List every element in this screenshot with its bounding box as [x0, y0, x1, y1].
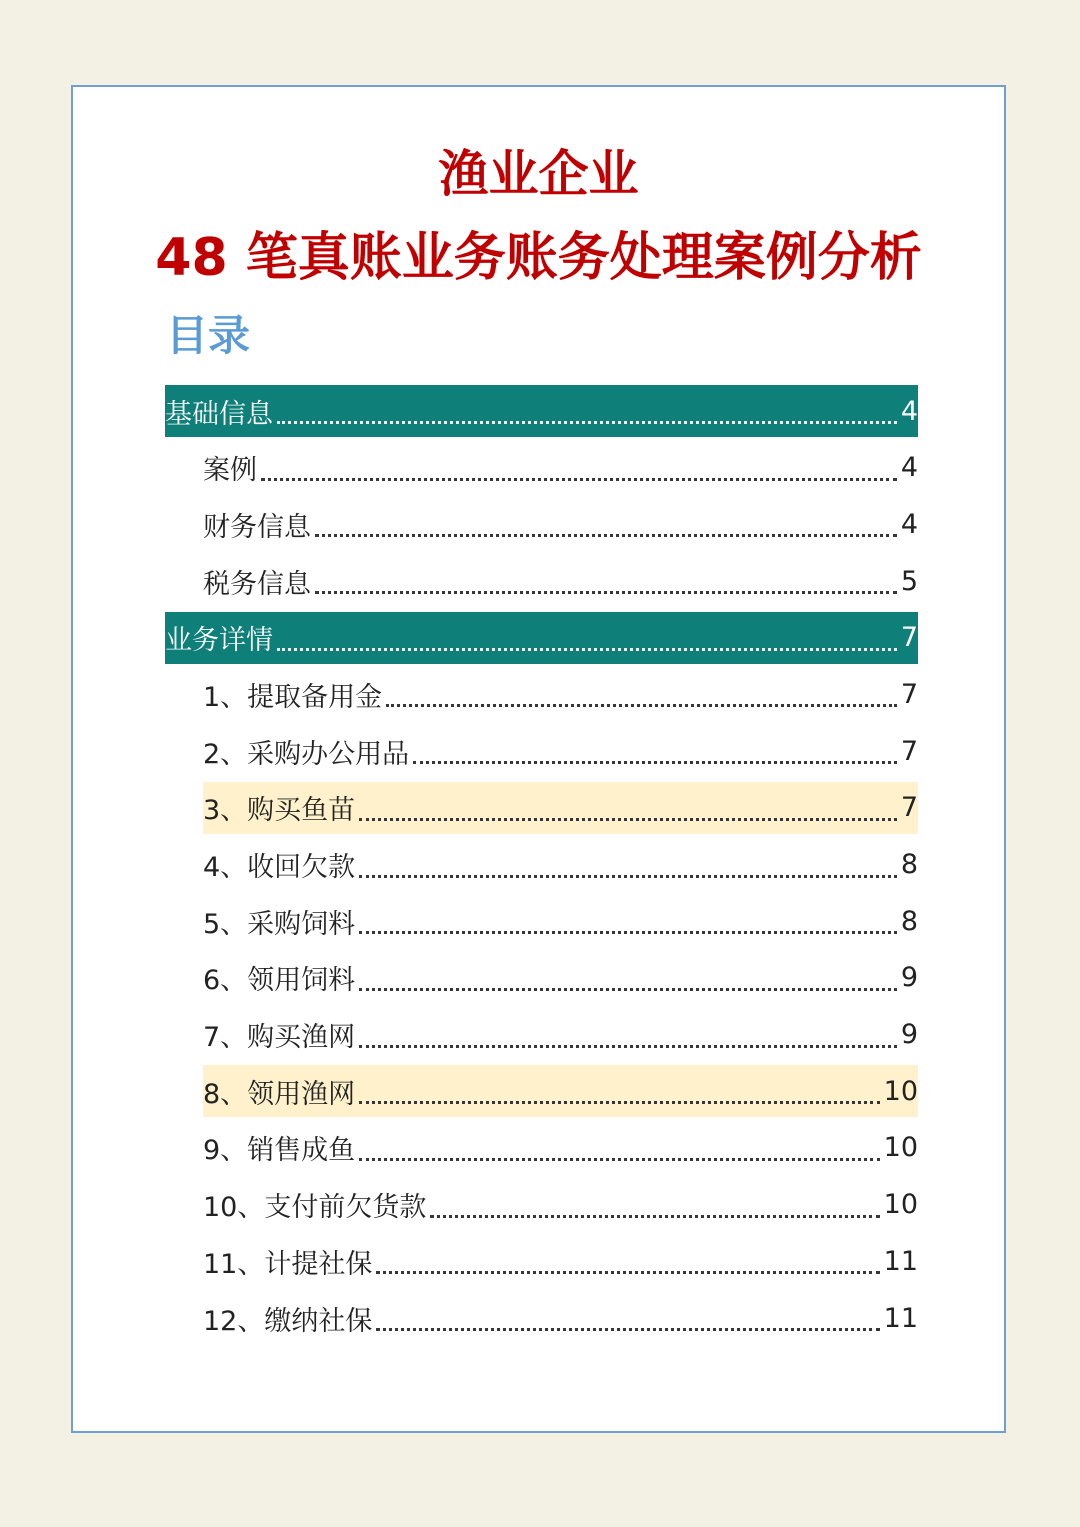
- toc-entry[interactable]: [203, 442, 918, 494]
- toc-dot-leader: [359, 800, 897, 821]
- toc-entry-highlighted[interactable]: [203, 782, 918, 834]
- toc-dot-leader: [359, 1140, 879, 1161]
- toc-entry[interactable]: [203, 1122, 918, 1174]
- toc-dot-leader: [386, 686, 897, 707]
- toc-entry-label: 财务信息: [203, 511, 311, 543]
- toc-page-number: 8: [900, 849, 918, 880]
- toc-dot-leader: [315, 516, 897, 537]
- toc-page-number: 11: [883, 1302, 918, 1334]
- toc-dot-leader: [359, 970, 897, 991]
- toc-entry-label: 5、采购饲料: [203, 908, 356, 940]
- document-title-line-2: 48 笔真账业务账务处理案例分析: [155, 228, 922, 288]
- toc-entry[interactable]: [165, 612, 918, 664]
- toc-page-number: 7: [900, 678, 918, 710]
- toc-entry[interactable]: [165, 385, 918, 437]
- toc-entry[interactable]: [203, 668, 918, 720]
- toc-entry-label: 案例: [203, 455, 257, 487]
- toc-page-number: 10: [883, 1189, 918, 1221]
- toc-page-number: 8: [900, 905, 918, 937]
- toc-heading: 目录: [166, 311, 251, 360]
- toc-dot-leader: [359, 913, 897, 934]
- toc-entry[interactable]: [203, 1235, 918, 1287]
- toc-dot-leader: [277, 403, 897, 424]
- toc-dot-leader: [315, 573, 897, 594]
- toc-entry[interactable]: [203, 839, 918, 891]
- toc-page-number: 4: [900, 508, 918, 540]
- toc-entry-label: 业务详情: [165, 625, 273, 657]
- toc-page-number: 4: [900, 452, 918, 484]
- toc-dot-leader: [376, 1310, 879, 1331]
- toc-entry-highlighted[interactable]: [203, 1065, 918, 1117]
- toc-entry[interactable]: [203, 498, 918, 550]
- toc-entry[interactable]: [203, 1009, 918, 1061]
- toc-page-number: 9: [900, 962, 918, 994]
- toc-page-number: 7: [900, 622, 918, 654]
- toc-page-number: 7: [900, 792, 918, 824]
- document-page: [71, 85, 1006, 1433]
- toc-entry-label: 6、领用饲料: [203, 965, 356, 997]
- toc-entry-label: 12、缴纳社保: [203, 1305, 373, 1337]
- toc-entry[interactable]: [203, 555, 918, 607]
- table-of-contents: [165, 385, 918, 1349]
- toc-page-number: 7: [900, 735, 918, 767]
- toc-dot-leader: [359, 1027, 897, 1048]
- toc-entry[interactable]: [203, 1292, 918, 1344]
- toc-entry-label: 1、提取备用金: [203, 681, 383, 713]
- toc-page-number: 9: [900, 1019, 918, 1051]
- toc-dot-leader: [359, 857, 897, 878]
- toc-dot-leader: [359, 1083, 879, 1104]
- toc-entry-label: 8、领用渔网: [203, 1078, 356, 1110]
- toc-entry-label: 税务信息: [203, 568, 311, 600]
- toc-page-number: 4: [900, 395, 918, 427]
- toc-entry-label: 9、销售成鱼: [203, 1135, 356, 1167]
- toc-entry[interactable]: [203, 725, 918, 777]
- toc-entry-label: 4、收回欠款: [203, 852, 356, 883]
- toc-entry-label: 3、购买鱼苗: [203, 795, 356, 827]
- toc-dot-leader: [430, 1197, 879, 1218]
- toc-entry-label: 2、采购办公用品: [203, 738, 410, 770]
- toc-dot-leader: [413, 743, 897, 764]
- toc-entry-label: 11、计提社保: [203, 1248, 373, 1280]
- toc-entry[interactable]: [203, 952, 918, 1004]
- document-title-line-1: 渔业企业: [438, 145, 639, 203]
- toc-dot-leader: [376, 1253, 879, 1274]
- toc-dot-leader: [277, 630, 897, 651]
- toc-entry-label: 基础信息: [165, 398, 273, 430]
- toc-page-number: 10: [883, 1075, 918, 1107]
- toc-page-number: 10: [883, 1132, 918, 1164]
- toc-entry-label: 10、支付前欠货款: [203, 1192, 427, 1224]
- toc-page-number: 11: [883, 1245, 918, 1277]
- toc-entry[interactable]: [203, 1179, 918, 1231]
- toc-entry-label: 7、购买渔网: [203, 1022, 356, 1054]
- toc-entry[interactable]: [203, 895, 918, 947]
- toc-dot-leader: [261, 460, 897, 481]
- toc-page-number: 5: [900, 565, 918, 597]
